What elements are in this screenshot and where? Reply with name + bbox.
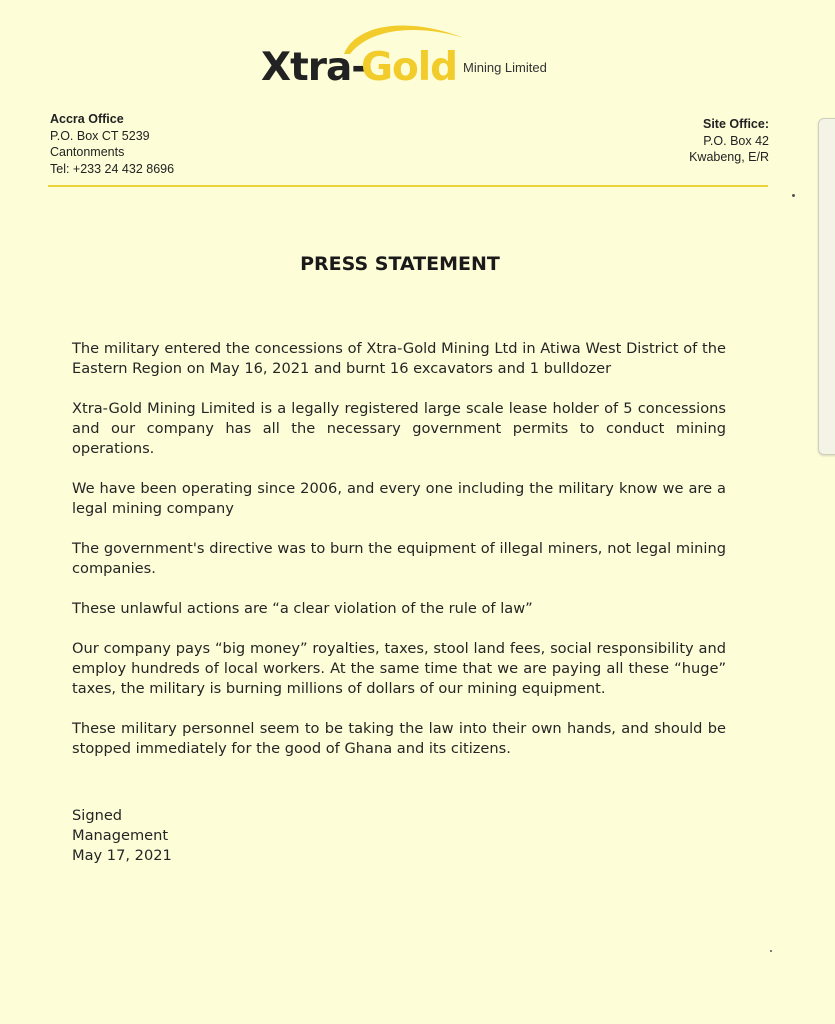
accra-office-line: Cantonments (50, 145, 125, 159)
signed-label: Signed (72, 807, 123, 824)
scan-speck (792, 194, 795, 197)
site-office-heading: Site Office: (703, 117, 769, 131)
accra-office-heading: Accra Office (50, 112, 124, 126)
statement-paragraph: The government's directive was to burn the equipment of illegal miners, not legal mining companies. (72, 540, 726, 577)
logo-word-xtra: Xtra- (261, 45, 367, 90)
statement-body (72, 339, 726, 779)
signatory: Management (72, 827, 169, 844)
document-title: PRESS STATEMENT (300, 253, 500, 275)
company-logo (258, 18, 588, 90)
page-edge (818, 118, 835, 455)
logo-word-mining-limited: Mining Limited (463, 60, 547, 75)
statement-date: May 17, 2021 (72, 847, 172, 864)
statement-paragraph: Xtra-Gold Mining Limited is a legally registered large scale lease holder of 5 concessions and our company has all the necessary government permits to conduct mining operations. (72, 400, 726, 457)
statement-paragraph: The military entered the concessions of Xtra-Gold Mining Ltd in Atiwa West District of the Eastern Region on May 16, 2021 and burnt 16 excavators and 1 bulldozer (72, 340, 726, 377)
site-office-address (689, 116, 769, 166)
scan-speck (770, 950, 772, 952)
header-divider (48, 185, 768, 187)
statement-paragraph: These unlawful actions are “a clear violation of the rule of law” (72, 600, 533, 617)
statement-paragraph: These military personnel seem to be taking the law into their own hands, and should be stopped immediately for the good of Ghana and its citizens. (72, 720, 726, 757)
statement-paragraph: We have been operating since 2006, and every one including the military know we are a legal mining company (72, 480, 726, 517)
accra-office-phone: Tel: +233 24 432 8696 (50, 161, 175, 176)
statement-paragraph: Our company pays “big money” royalties, taxes, stool land fees, social responsibility and employ hundreds of local workers. At the same time that we are paying all these “huge” taxes, the military is burning millions of dollars of our mining equipment. (72, 640, 726, 697)
accra-office-line: P.O. Box CT 5239 (50, 128, 150, 143)
logo-word-gold: Gold (361, 45, 458, 90)
site-office-line: Kwabeng, E/R (689, 150, 769, 164)
site-office-line: P.O. Box 42 (703, 133, 769, 148)
accra-office-address (50, 111, 174, 177)
signature-block (72, 806, 172, 866)
